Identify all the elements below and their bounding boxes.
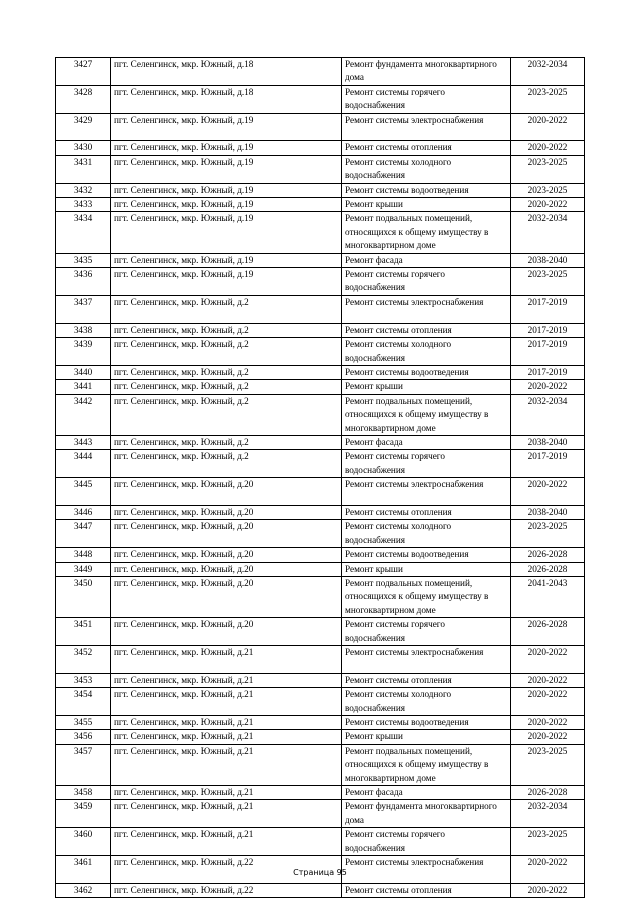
row-number-cell: 3446	[56, 505, 111, 519]
period-cell: 2020-2022	[511, 198, 585, 212]
period-cell: 2020-2022	[511, 141, 585, 155]
table-row	[56, 268, 585, 296]
work-type-cell: Ремонт фасада	[342, 435, 511, 449]
work-type-cell: Ремонт системы водоотведения	[342, 716, 511, 730]
work-type-cell: Ремонт крыши	[342, 198, 511, 212]
work-type-cell: Ремонт фундамента многоквартирного дома	[342, 58, 511, 86]
period-cell: 2020-2022	[511, 716, 585, 730]
row-number-cell: 3443	[56, 435, 111, 449]
table-row	[56, 744, 585, 785]
row-number-cell: 3451	[56, 618, 111, 646]
period-cell: 2023-2025	[511, 85, 585, 113]
row-number-cell: 3430	[56, 141, 111, 155]
period-cell: 2038-2040	[511, 505, 585, 519]
table-row	[56, 618, 585, 646]
table-row	[56, 380, 585, 394]
address-cell: пгт. Селенгинск, мкр. Южный, д.21	[111, 716, 342, 730]
work-type-cell: Ремонт крыши	[342, 380, 511, 394]
page-number: Страница 95	[293, 868, 347, 877]
row-number-cell: 3432	[56, 183, 111, 197]
address-cell: пгт. Селенгинск, мкр. Южный, д.21	[111, 786, 342, 800]
address-cell: пгт. Селенгинск, мкр. Южный, д.19	[111, 183, 342, 197]
table-row	[56, 155, 585, 183]
row-number-cell: 3453	[56, 673, 111, 687]
row-number-cell: 3448	[56, 548, 111, 562]
table-row	[56, 883, 585, 897]
address-cell: пгт. Селенгинск, мкр. Южный, д.19	[111, 141, 342, 155]
row-number-cell: 3427	[56, 58, 111, 86]
row-number-cell: 3444	[56, 450, 111, 478]
address-cell: пгт. Селенгинск, мкр. Южный, д.21	[111, 673, 342, 687]
work-type-cell: Ремонт системы водоотведения	[342, 365, 511, 379]
period-cell: 2023-2025	[511, 268, 585, 296]
address-cell: пгт. Селенгинск, мкр. Южный, д.20	[111, 562, 342, 576]
period-cell: 2017-2019	[511, 365, 585, 379]
period-cell: 2026-2028	[511, 562, 585, 576]
address-cell: пгт. Селенгинск, мкр. Южный, д.20	[111, 478, 342, 506]
address-cell: пгт. Селенгинск, мкр. Южный, д.21	[111, 828, 342, 856]
work-type-cell: Ремонт системы горячего водоснабжения	[342, 618, 511, 646]
row-number-cell: 3459	[56, 800, 111, 828]
table-row	[56, 646, 585, 674]
row-number-cell: 3450	[56, 576, 111, 617]
row-number-cell: 3454	[56, 688, 111, 716]
work-type-cell: Ремонт системы электроснабжения	[342, 295, 511, 323]
address-cell: пгт. Селенгинск, мкр. Южный, д.2	[111, 323, 342, 337]
table-row	[56, 786, 585, 800]
address-cell: пгт. Селенгинск, мкр. Южный, д.21	[111, 800, 342, 828]
row-number-cell: 3434	[56, 212, 111, 253]
address-cell: пгт. Селенгинск, мкр. Южный, д.21	[111, 646, 342, 674]
address-cell: пгт. Селенгинск, мкр. Южный, д.19	[111, 155, 342, 183]
row-number-cell: 3440	[56, 365, 111, 379]
period-cell: 2020-2022	[511, 113, 585, 141]
row-number-cell: 3449	[56, 562, 111, 576]
address-cell: пгт. Селенгинск, мкр. Южный, д.20	[111, 548, 342, 562]
address-cell: пгт. Селенгинск, мкр. Южный, д.19	[111, 113, 342, 141]
work-type-cell: Ремонт системы водоотведения	[342, 548, 511, 562]
period-cell: 2017-2019	[511, 450, 585, 478]
row-number-cell: 3455	[56, 716, 111, 730]
address-cell: пгт. Селенгинск, мкр. Южный, д.2	[111, 338, 342, 366]
work-type-cell: Ремонт системы отопления	[342, 673, 511, 687]
capital-repair-table	[55, 57, 585, 898]
address-cell: пгт. Селенгинск, мкр. Южный, д.21	[111, 744, 342, 785]
table-row	[56, 800, 585, 828]
period-cell: 2032-2034	[511, 212, 585, 253]
table-row	[56, 58, 585, 86]
period-cell: 2020-2022	[511, 730, 585, 744]
address-cell: пгт. Селенгинск, мкр. Южный, д.22	[111, 856, 342, 884]
period-cell: 2017-2019	[511, 323, 585, 337]
work-type-cell: Ремонт фундамента многоквартирного дома	[342, 800, 511, 828]
address-cell: пгт. Селенгинск, мкр. Южный, д.21	[111, 730, 342, 744]
address-cell: пгт. Селенгинск, мкр. Южный, д.20	[111, 505, 342, 519]
period-cell: 2038-2040	[511, 435, 585, 449]
work-type-cell: Ремонт системы отопления	[342, 505, 511, 519]
period-cell: 2023-2025	[511, 828, 585, 856]
period-cell: 2026-2028	[511, 548, 585, 562]
table-row	[56, 295, 585, 323]
period-cell: 2020-2022	[511, 673, 585, 687]
table-row	[56, 394, 585, 435]
period-cell: 2020-2022	[511, 688, 585, 716]
table-row	[56, 478, 585, 506]
table-row	[56, 576, 585, 617]
row-number-cell: 3447	[56, 520, 111, 548]
period-cell: 2032-2034	[511, 800, 585, 828]
work-type-cell: Ремонт подвальных помещений, относящихся к общему имуществу в многоквартирном доме	[342, 744, 511, 785]
address-cell: пгт. Селенгинск, мкр. Южный, д.18	[111, 85, 342, 113]
work-type-cell: Ремонт системы электроснабжения	[342, 646, 511, 674]
period-cell: 2020-2022	[511, 646, 585, 674]
row-number-cell: 3456	[56, 730, 111, 744]
row-number-cell: 3441	[56, 380, 111, 394]
period-cell: 2032-2034	[511, 394, 585, 435]
work-type-cell: Ремонт системы холодного водоснабжения	[342, 338, 511, 366]
row-number-cell: 3428	[56, 85, 111, 113]
address-cell: пгт. Селенгинск, мкр. Южный, д.2	[111, 295, 342, 323]
period-cell: 2026-2028	[511, 618, 585, 646]
table-row	[56, 338, 585, 366]
address-cell: пгт. Селенгинск, мкр. Южный, д.22	[111, 883, 342, 897]
address-cell: пгт. Селенгинск, мкр. Южный, д.19	[111, 268, 342, 296]
table-row	[56, 505, 585, 519]
work-type-cell: Ремонт системы горячего водоснабжения	[342, 268, 511, 296]
row-number-cell: 3461	[56, 856, 111, 884]
table-row	[56, 323, 585, 337]
address-cell: пгт. Селенгинск, мкр. Южный, д.18	[111, 58, 342, 86]
work-type-cell: Ремонт подвальных помещений, относящихся к общему имуществу в многоквартирном доме	[342, 394, 511, 435]
address-cell: пгт. Селенгинск, мкр. Южный, д.19	[111, 198, 342, 212]
work-type-cell: Ремонт системы холодного водоснабжения	[342, 520, 511, 548]
table-row	[56, 828, 585, 856]
table-row	[56, 141, 585, 155]
row-number-cell: 3458	[56, 786, 111, 800]
work-type-cell: Ремонт системы горячего водоснабжения	[342, 450, 511, 478]
work-type-cell: Ремонт системы электроснабжения	[342, 856, 511, 884]
work-type-cell: Ремонт крыши	[342, 730, 511, 744]
work-type-cell: Ремонт системы горячего водоснабжения	[342, 828, 511, 856]
address-cell: пгт. Селенгинск, мкр. Южный, д.20	[111, 576, 342, 617]
address-cell: пгт. Селенгинск, мкр. Южный, д.2	[111, 394, 342, 435]
row-number-cell: 3462	[56, 883, 111, 897]
work-type-cell: Ремонт системы холодного водоснабжения	[342, 155, 511, 183]
row-number-cell: 3460	[56, 828, 111, 856]
row-number-cell: 3429	[56, 113, 111, 141]
work-type-cell: Ремонт системы холодного водоснабжения	[342, 688, 511, 716]
work-type-cell: Ремонт фасада	[342, 786, 511, 800]
table-row	[56, 85, 585, 113]
address-cell: пгт. Селенгинск, мкр. Южный, д.2	[111, 380, 342, 394]
period-cell: 2023-2025	[511, 520, 585, 548]
row-number-cell: 3433	[56, 198, 111, 212]
table-row	[56, 253, 585, 267]
period-cell: 2020-2022	[511, 478, 585, 506]
table-row	[56, 113, 585, 141]
row-number-cell: 3431	[56, 155, 111, 183]
work-type-cell: Ремонт крыши	[342, 562, 511, 576]
work-type-cell: Ремонт фасада	[342, 253, 511, 267]
period-cell: 2020-2022	[511, 856, 585, 884]
work-type-cell: Ремонт системы электроснабжения	[342, 478, 511, 506]
period-cell: 2017-2019	[511, 338, 585, 366]
table-row	[56, 673, 585, 687]
table-row	[56, 548, 585, 562]
row-number-cell: 3437	[56, 295, 111, 323]
row-number-cell: 3438	[56, 323, 111, 337]
table-row	[56, 183, 585, 197]
period-cell: 2023-2025	[511, 183, 585, 197]
work-type-cell: Ремонт системы горячего водоснабжения	[342, 85, 511, 113]
period-cell: 2017-2019	[511, 295, 585, 323]
row-number-cell: 3442	[56, 394, 111, 435]
period-cell: 2023-2025	[511, 744, 585, 785]
period-cell: 2026-2028	[511, 786, 585, 800]
address-cell: пгт. Селенгинск, мкр. Южный, д.2	[111, 365, 342, 379]
table-row	[56, 716, 585, 730]
work-type-cell: Ремонт системы отопления	[342, 883, 511, 897]
period-cell: 2041-2043	[511, 576, 585, 617]
work-type-cell: Ремонт системы электроснабжения	[342, 113, 511, 141]
row-number-cell: 3457	[56, 744, 111, 785]
period-cell: 2032-2034	[511, 58, 585, 86]
table-row	[56, 450, 585, 478]
address-cell: пгт. Селенгинск, мкр. Южный, д.20	[111, 520, 342, 548]
work-type-cell: Ремонт системы водоотведения	[342, 183, 511, 197]
period-cell: 2038-2040	[511, 253, 585, 267]
table-row	[56, 198, 585, 212]
address-cell: пгт. Селенгинск, мкр. Южный, д.19	[111, 212, 342, 253]
address-cell: пгт. Селенгинск, мкр. Южный, д.20	[111, 618, 342, 646]
table-row	[56, 688, 585, 716]
period-cell: 2020-2022	[511, 883, 585, 897]
period-cell: 2023-2025	[511, 155, 585, 183]
table-row	[56, 730, 585, 744]
table-row	[56, 212, 585, 253]
address-cell: пгт. Селенгинск, мкр. Южный, д.19	[111, 253, 342, 267]
row-number-cell: 3439	[56, 338, 111, 366]
row-number-cell: 3435	[56, 253, 111, 267]
period-cell: 2020-2022	[511, 380, 585, 394]
table-row	[56, 562, 585, 576]
table-body	[56, 58, 585, 898]
work-type-cell: Ремонт системы отопления	[342, 323, 511, 337]
work-type-cell: Ремонт подвальных помещений, относящихся к общему имуществу в многоквартирном доме	[342, 212, 511, 253]
row-number-cell: 3436	[56, 268, 111, 296]
address-cell: пгт. Селенгинск, мкр. Южный, д.2	[111, 450, 342, 478]
work-type-cell: Ремонт системы отопления	[342, 141, 511, 155]
table-row	[56, 520, 585, 548]
row-number-cell: 3452	[56, 646, 111, 674]
work-type-cell: Ремонт подвальных помещений, относящихся к общему имуществу в многоквартирном доме	[342, 576, 511, 617]
table-row	[56, 435, 585, 449]
row-number-cell: 3445	[56, 478, 111, 506]
table-row	[56, 365, 585, 379]
address-cell: пгт. Селенгинск, мкр. Южный, д.21	[111, 688, 342, 716]
address-cell: пгт. Селенгинск, мкр. Южный, д.2	[111, 435, 342, 449]
